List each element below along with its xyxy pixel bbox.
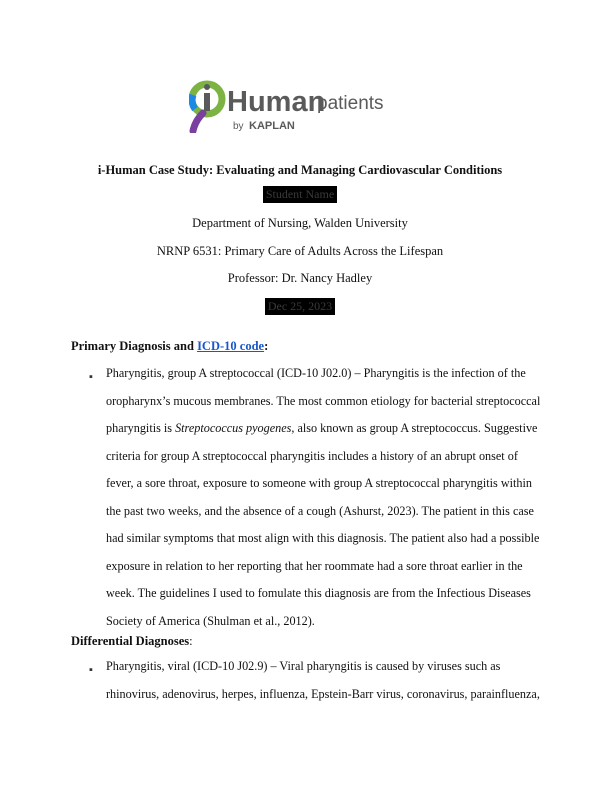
organism-name: Streptococcus pyogenes [175, 421, 292, 435]
logo-i-stem [204, 93, 210, 111]
date-row [0, 297, 600, 315]
logo-company-text: KAPLAN [249, 120, 295, 132]
paragraph-line: Pharyngitis, viral (ICD-10 J02.9) – Viral pharyngitis is caused by viruses such as [106, 659, 501, 673]
paragraph-line [106, 415, 536, 443]
line-text: , also known as group A streptococcus. Suggestive [291, 421, 538, 435]
student-name-row [0, 185, 600, 203]
primary-heading-colon: : [264, 339, 269, 353]
bullet-icon: ▪ [89, 664, 93, 676]
paragraph-line: week. The guidelines I used to fomulate this diagnosis are from the Infectious Diseases [106, 586, 531, 600]
department-line: Department of Nursing, Walden University [192, 216, 408, 230]
differential-heading-text: Differential Diagnoses [71, 634, 190, 648]
bullet-icon: ▪ [89, 371, 93, 383]
paragraph-line: the past two weeks, and the absence of a cough (Ashurst, 2023). The patient in this case [106, 503, 534, 518]
icd10-code-link[interactable]: ICD-10 code [197, 339, 265, 353]
paragraph-line: Society of America (Shulman et al., 2012). [106, 613, 315, 628]
course-line: NRNP 6531: Primary Care of Adults Across the Lifespan [156, 244, 444, 258]
paragraph-line: criteria for group A streptococcal pharyngitis includes a history of an abrupt onset of [106, 448, 518, 463]
date-redacted: Dec 25, 2023 [265, 298, 335, 315]
paragraph-line: had similar symptoms that most align with this diagnosis. The patient also had a possible [106, 531, 540, 545]
line-text: pharyngitis is [106, 421, 176, 435]
primary-heading-text: Primary Diagnosis and [71, 339, 198, 353]
primary-diagnosis-heading [71, 339, 268, 354]
paragraph-line: oropharynx’s mucous membranes. The most common etiology for bacterial streptococcal [106, 393, 541, 408]
differential-diagnosis-paragraph [106, 653, 540, 708]
professor-line: Professor: Dr. Nancy Hadley [227, 271, 373, 285]
paragraph-line: fever, a sore throat, exposure to someone with group A streptococcal pharyngitis within [106, 476, 532, 490]
differential-diagnoses-heading [71, 634, 193, 649]
paragraph-line: Pharyngitis, group A streptococcal (ICD-10 J02.0) – Pharyngitis is the infection of the [106, 366, 526, 380]
logo-swirl-purple [193, 113, 203, 131]
differential-heading-colon: : [189, 634, 193, 648]
logo-swirl-blue [192, 95, 195, 109]
student-name-redacted: Student Name [263, 186, 337, 203]
document-title: i-Human Case Study: Evaluating and Managing Cardiovascular Conditions [97, 163, 503, 177]
logo-brand-text: Human [227, 86, 326, 118]
primary-diagnosis-paragraph [106, 360, 541, 635]
logo-i-dot [204, 84, 210, 90]
paragraph-line: exposure in relation to her reporting that her roommate had a sore throat earlier in the [106, 558, 523, 573]
i-human-patients-logo [189, 79, 409, 133]
paragraph-line: rhinovirus, adenovirus, herpes, influenza, Epstein-Barr virus, coronavirus, parainfluenza, [106, 686, 540, 701]
logo-by-text: by [233, 121, 244, 132]
logo-graphic [189, 79, 409, 133]
logo-tagline-text: patients [317, 93, 384, 114]
